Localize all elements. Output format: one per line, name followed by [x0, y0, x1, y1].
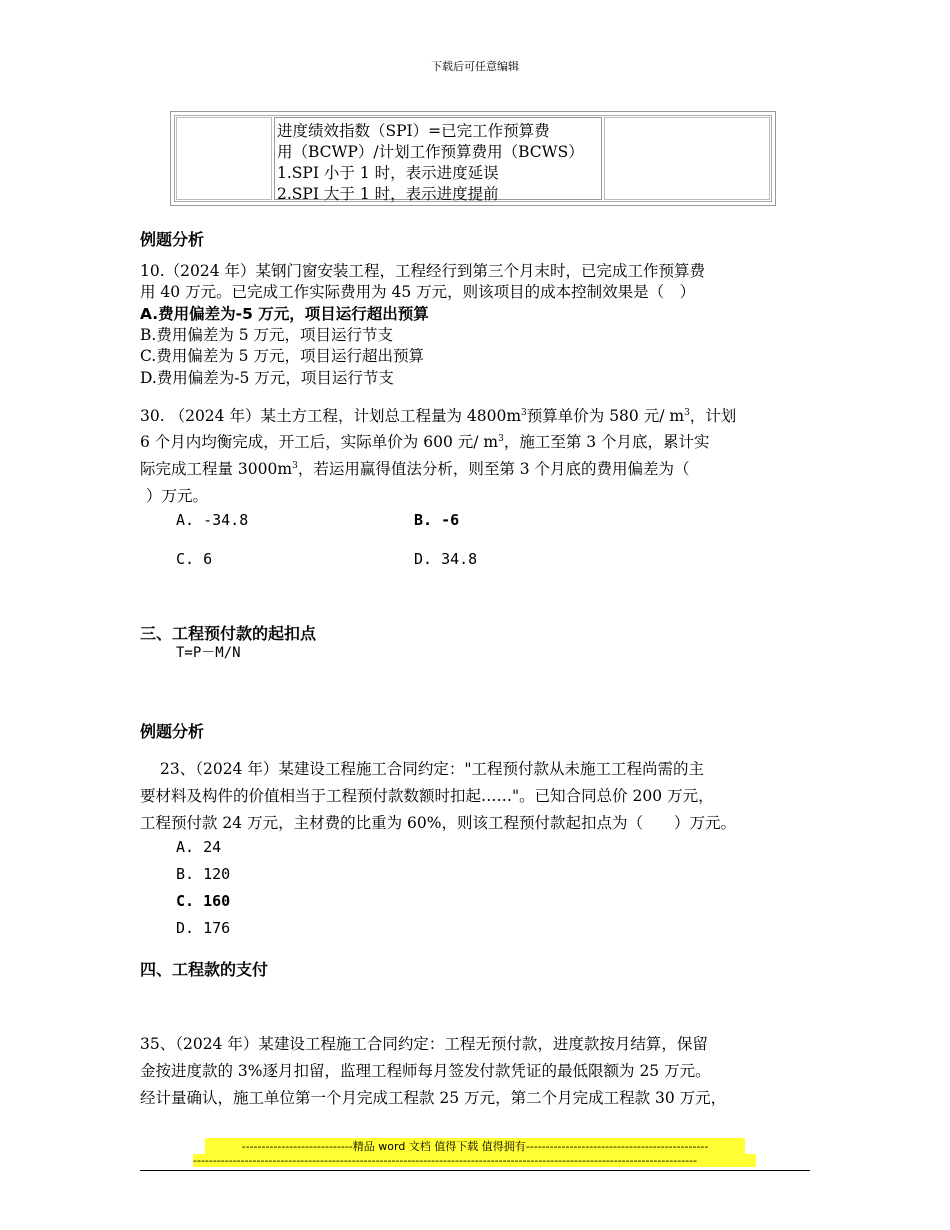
table-line: 用（BCWP）/计划工作预算费用（BCWS） — [277, 143, 584, 161]
question-line: ）万元。 — [146, 487, 209, 505]
footer-divider — [140, 1170, 810, 1171]
section-heading: 三、工程预付款的起扣点 — [140, 624, 317, 643]
question-line: 工程预付款 24 万元，主材费的比重为 60%，则该工程预付款起扣点为（ ）万元。 — [140, 814, 736, 832]
table-line: 进度绩效指数（SPI）=已完工作预算费 — [277, 122, 550, 140]
question-line: 35、（2024 年）某建设工程施工合同约定：工程无预付款，进度款按月结算，保留 — [140, 1035, 708, 1053]
section-heading: 四、工程款的支付 — [140, 960, 269, 979]
question-line: 用 40 万元。已完成工作实际费用为 45 万元，则该项目的成本控制效果是（ ） — [140, 283, 696, 301]
answer-option: D. 34.8 — [414, 550, 478, 568]
question-line: 23、（2024 年）某建设工程施工合同约定："工程预付款从未施工工程尚需的主 — [160, 760, 704, 778]
section-heading: 例题分析 — [140, 722, 205, 741]
table-line: 2.SPI 大于 1 时，表示进度提前 — [277, 185, 499, 203]
answer-option: D. 176 — [176, 919, 231, 937]
formula: T=P－M/N — [176, 645, 241, 661]
question-line: 经计量确认，施工单位第一个月完成工程款 25 万元，第二个月完成工程款 30 万元， — [140, 1089, 727, 1107]
answer-option-correct: A.费用偏差为-5 万元，项目运行超出预算 — [140, 305, 429, 323]
answer-option: B. 120 — [176, 865, 231, 883]
answer-option: B.费用偏差为 5 万元，项目运行节支 — [140, 326, 394, 344]
page-header: 下载后可任意编辑 — [431, 60, 519, 73]
question-line: 6 个月内均衡完成，开工后，实际单价为 600 元/ $m^3$，施工至第 3 个月底，累计实 — [140, 433, 710, 451]
table-cell-right — [604, 117, 770, 200]
section-heading: 例题分析 — [140, 230, 205, 249]
answer-option: C.费用偏差为 5 万元，项目运行超出预算 — [140, 347, 424, 365]
answer-option-correct: B. -6 — [414, 511, 460, 529]
answer-option: A. 24 — [176, 838, 222, 856]
answer-option: A. -34.8 — [176, 511, 249, 529]
question-line: 金按进度款的 3%逐月扣留，监理工程师每月签发付款凭证的最低限额为 25 万元。 — [140, 1062, 711, 1080]
question-line: 要材料及构件的价值相当于工程预付款数额时扣起……"。已知合同总价 200 万元， — [140, 787, 714, 805]
answer-option: C. 6 — [176, 550, 213, 568]
footer-banner-dashes: ------------------------------------------------------------------------------------------------------------------------------- — [193, 1154, 756, 1167]
footer-banner: ----------------------------精品 word 文档 值得下载 值得拥有---------------------------------------------- — [205, 1138, 745, 1154]
table-line: 1.SPI 小于 1 时，表示进度延误 — [277, 164, 499, 182]
question-line: 10.（2024 年）某钢门窗安装工程，工程经行到第三个月末时，已完成工作预算费 — [140, 262, 706, 280]
question-line: 际完成工程量 $3000m^3$，若运用赢得值法分析，则至第 3 个月底的费用偏差为（ — [140, 460, 690, 478]
answer-option: D.费用偏差为-5 万元，项目运行节支 — [140, 369, 394, 387]
table-cell-left — [176, 117, 272, 200]
answer-option-correct: C. 160 — [176, 892, 231, 910]
question-line: 30. （2024 年）某土方工程，计划总工程量为 $4800m^3$预算单价为 580 元/ $m^3$，计划 — [140, 407, 737, 425]
